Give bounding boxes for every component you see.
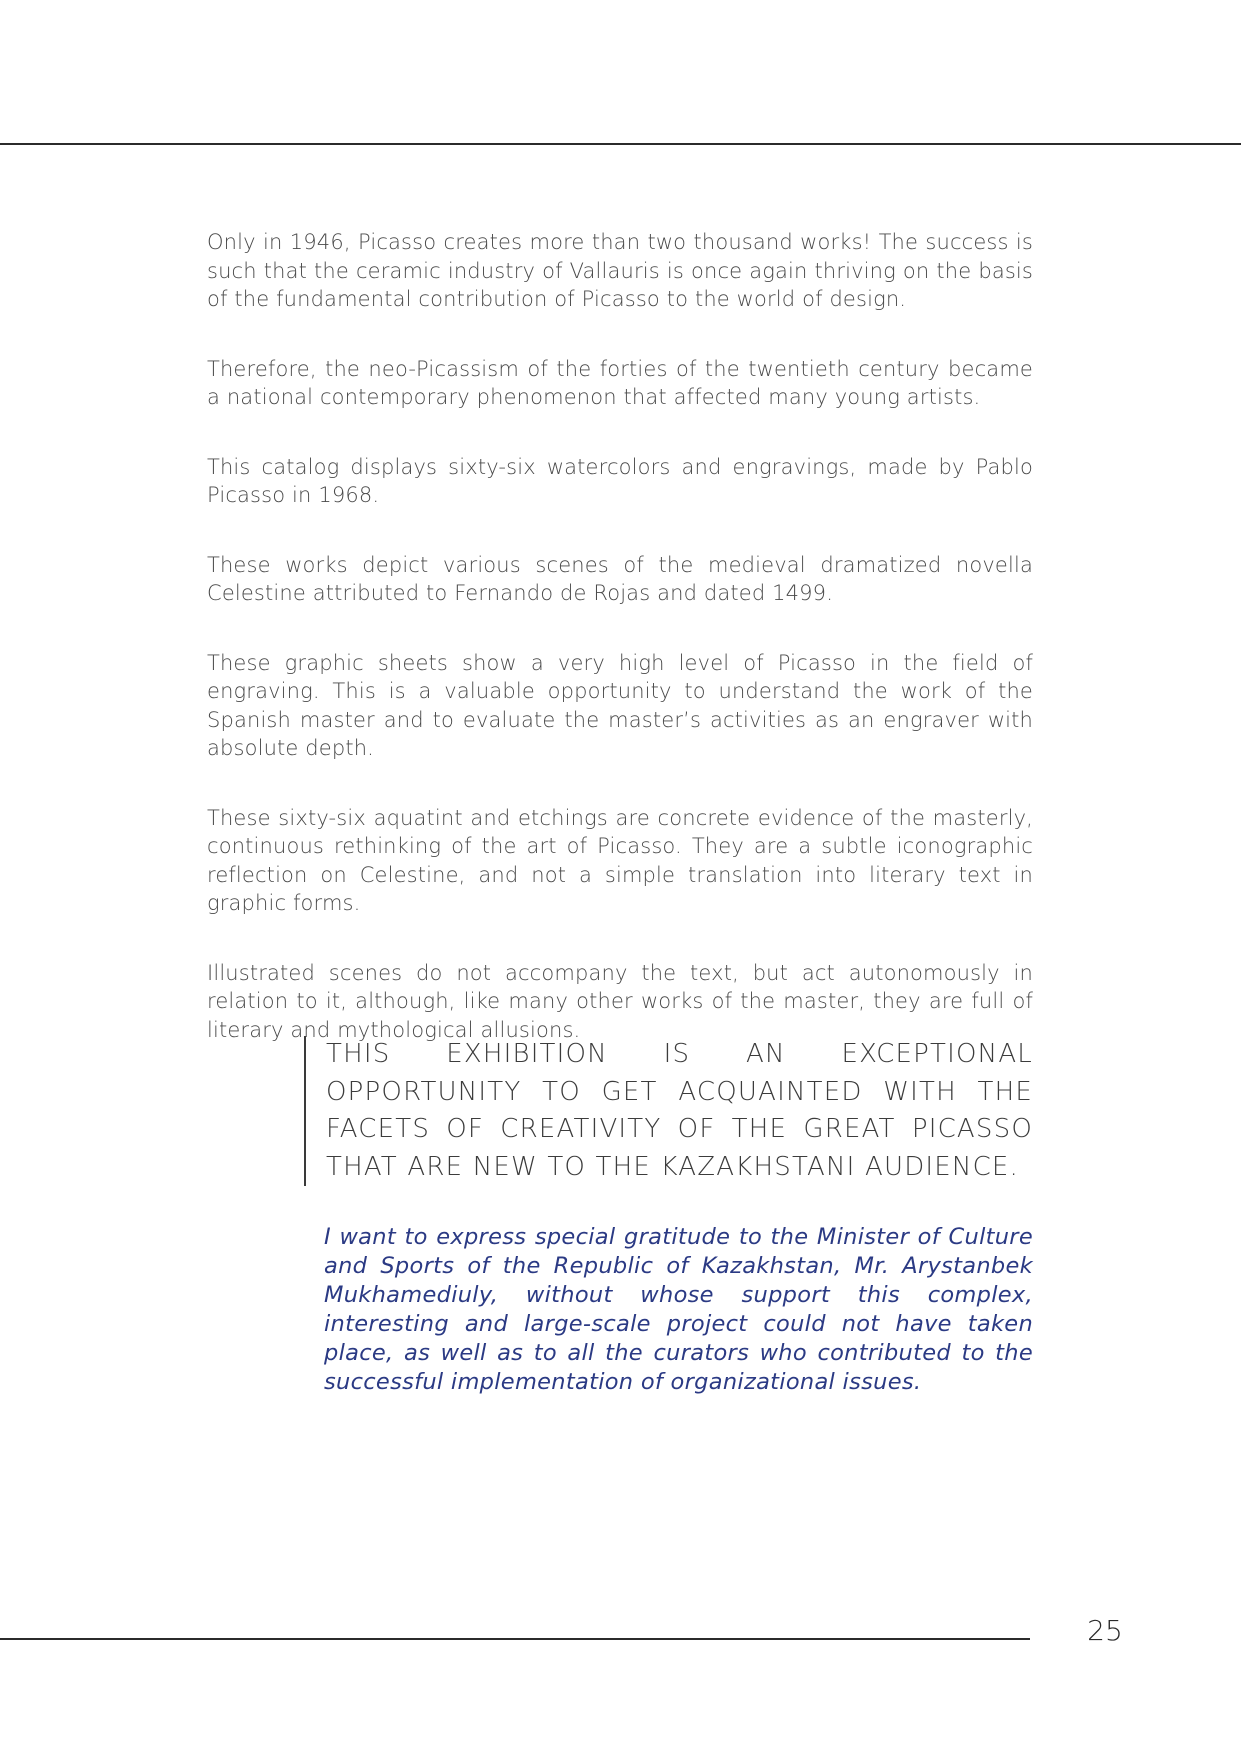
page-number: 25 xyxy=(1087,1614,1123,1647)
paragraph-catalog: This catalog displays sixty-six watercolors and engravings, made by Pablo Picasso in 1968. xyxy=(207,454,1033,507)
bottom-rule xyxy=(0,1638,1030,1640)
gratitude-note: I want to express special gratitude to the Minister of Culture and Sports of the Republic of Kazakhstan, Mr. Arystanbek Mukhamediuly, without whose support this complex, interesting and large-scale project could not have taken place, as well as to all the curators who contributed to the successful implementation of organizational issues. xyxy=(324,1224,1033,1395)
pull-quote xyxy=(304,1036,1033,1186)
pull-quote-text: THIS EXHIBITION IS AN EXCEPTIONAL OPPORTUNITY TO GET ACQUAINTED WITH THE FACETS OF CREATIVITY OF THE GREAT PICASSO THAT ARE NEW TO THE KAZAKHSTANI AUDIENCE. xyxy=(326,1039,1033,1182)
paragraph-1946: Only in 1946, Picasso creates more than two thousand works! The success is such that the ceramic industry of Vallauris is once again thriving on the basis of the fundamental contribution of Picasso to the world of design. xyxy=(207,230,1033,311)
paragraph-graphic-sheets: These graphic sheets show a very high level of Picasso in the field of engraving. This is a valuable opportunity to understand the work of the Spanish master and to evaluate the master’s activities as an engraver with absolute depth. xyxy=(207,650,1033,760)
paragraph-aquatint: These sixty-six aquatint and etchings are concrete evidence of the masterly, continuous rethinking of the art of Picasso. They are a subtle iconographic reflection on Celestine, and not a simple translation into literary text in graphic forms. xyxy=(207,805,1033,915)
paragraph-illustrated-scenes: Illustrated scenes do not accompany the text, but act autonomously in relation to it, although, like many other works of the master, they are full of literary and mythological allusions. xyxy=(207,960,1033,1042)
body-text xyxy=(207,228,1033,1085)
top-rule xyxy=(0,143,1241,145)
paragraph-neo-picassism: Therefore, the neo-Picassism of the forties of the twentieth century became a national contemporary phenomenon that affected many young artists. xyxy=(207,356,1033,409)
paragraph-celestine: These works depict various scenes of the medieval dramatized novella Celestine attributed to Fernando de Rojas and dated 1499. xyxy=(207,552,1033,605)
